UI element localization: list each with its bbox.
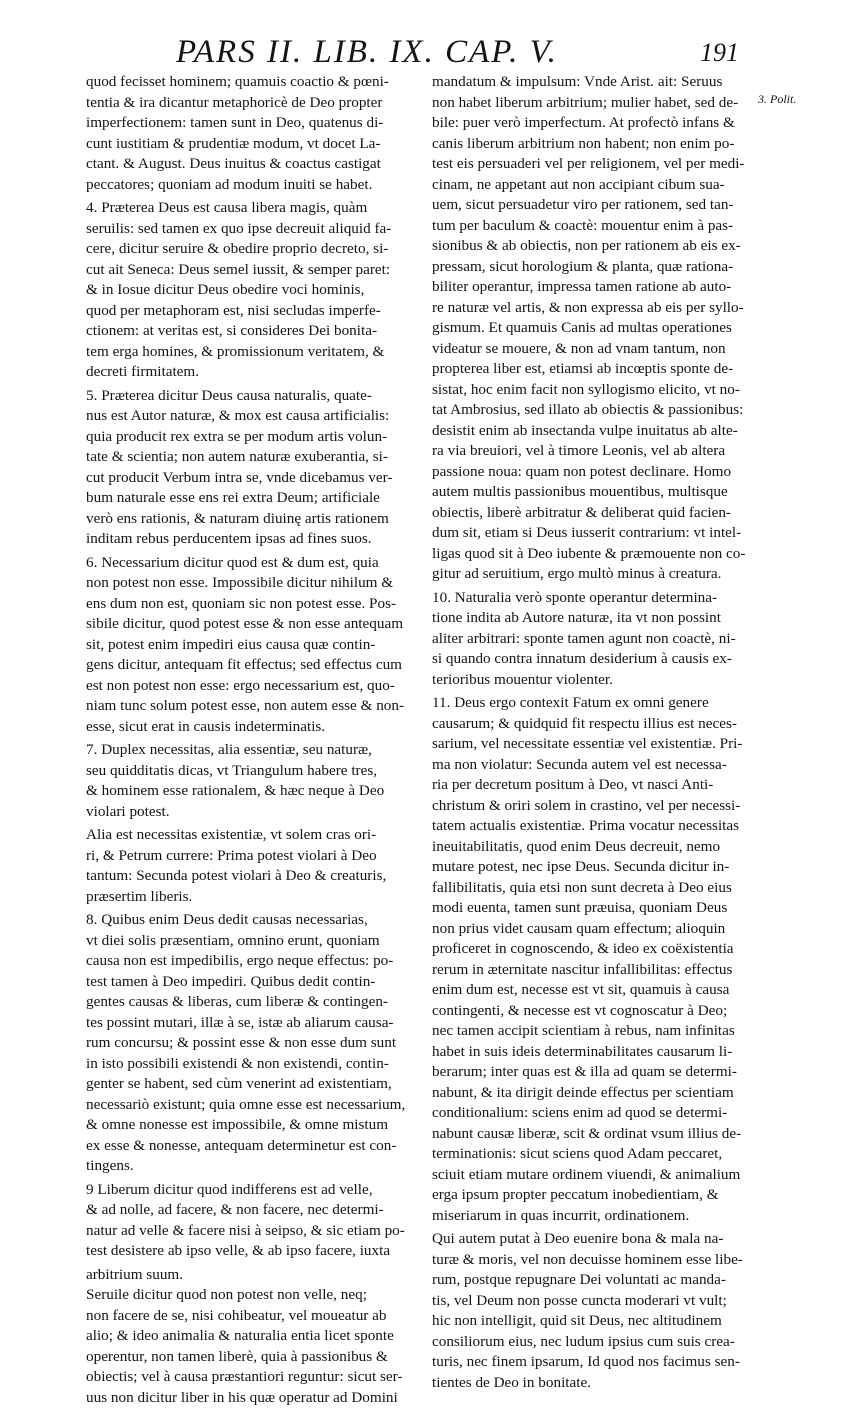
text-line: autem multis passionibus mouentibus, multisque bbox=[432, 482, 754, 503]
text-line: tat Ambrosius, sed illato ab obiectis & passionibus: bbox=[432, 400, 754, 421]
text-line: non facere de se, nisi cohibeatur, vel moueatur ab bbox=[86, 1306, 412, 1327]
text-line: bum naturale esse ens rei extra Deum; artificiale bbox=[86, 488, 412, 509]
text-line: 8. Quibus enim Deus dedit causas necessarias, bbox=[86, 910, 412, 931]
text-line: desistit enim ab insectanda vulpe inuitatus ab alte- bbox=[432, 421, 754, 442]
left-column bbox=[86, 72, 412, 1408]
text-line: tem erga homines, & promissionum veritatem, & bbox=[86, 342, 412, 363]
text-line: nabunt, & ita dirigit deinde effectus per scientiam bbox=[432, 1083, 754, 1104]
text-line: rum concursu; & possint esse & non esse dum sunt bbox=[86, 1033, 412, 1054]
text-line: modi euenta, tamen sunt præuisa, quoniam Deus bbox=[432, 898, 754, 919]
text-line: canis liberum arbitrium non habent; non enim po- bbox=[432, 134, 754, 155]
text-line: nec tamen accipit scientiam à rebus, nam infinitas bbox=[432, 1021, 754, 1042]
text-line: tes possint mutari, illæ à se, istæ ab aliarum causa- bbox=[86, 1013, 412, 1034]
text-line: tis, vel Deum non posse cuncta moderari vt vult; bbox=[432, 1291, 754, 1312]
text-line: quod fecisset hominem; quamuis coactio & pœni- bbox=[86, 72, 412, 93]
text-line: cut ait Seneca: Deus semel iussit, & semper paret: bbox=[86, 260, 412, 281]
text-line: uus non dicitur liber in his quæ operatur ad Domini bbox=[86, 1388, 412, 1408]
text-line: turis, nec finem ipsarum, Id quod nos facimus sen- bbox=[432, 1352, 754, 1373]
text-line: obiectis, liberè arbitratur & deliberat quid facien- bbox=[432, 503, 754, 524]
text-line: 4. Præterea Deus est causa libera magis, quàm bbox=[86, 198, 412, 219]
text-line: natur ad velle & facere nisi à seipso, & sic etiam po- bbox=[86, 1221, 412, 1242]
text-line: nabunt causæ liberæ, scit & ordinat vsum illius de- bbox=[432, 1124, 754, 1145]
text-line: dum sit, etiam si Deus iusserit contrarium: vt intel- bbox=[432, 523, 754, 544]
text-line: Seruile dicitur quod non potest non velle, neq; bbox=[86, 1285, 412, 1306]
text-line: biliter operantur, impressa tamen ratione ab auto- bbox=[432, 277, 754, 298]
text-line: 9 Liberum dicitur quod indifferens est ad velle, bbox=[86, 1180, 412, 1201]
text-line: tum per baculum & coactè: mouentur enim à pas- bbox=[432, 216, 754, 237]
text-line: esse, sicut erat in causis indeterminatis. bbox=[86, 717, 412, 738]
text-line: consiliorum eius, nec ludum ipsius cum suis crea- bbox=[432, 1332, 754, 1353]
text-line: & hominem esse rationalem, & hæc neque à Deo bbox=[86, 781, 412, 802]
text-line: ctant. & August. Deus inuitus & coactus castigat bbox=[86, 154, 412, 175]
text-line: cunt iustitiam & prudentiæ modum, vt docet La- bbox=[86, 134, 412, 155]
text-line: est non potest non esse: ergo necessarium est, quo- bbox=[86, 676, 412, 697]
text-line: imperfectionem: tamen sunt in Deo, quatenus di- bbox=[86, 113, 412, 134]
text-line: tientes de Deo in bonitate. bbox=[432, 1373, 754, 1394]
text-line: tate & scientia; non autem naturæ exuberantia, si- bbox=[86, 447, 412, 468]
text-line: tione indita ab Autore naturæ, ita vt non possint bbox=[432, 608, 754, 629]
text-line: erga ipsum propter peccatum inobedientiam, & bbox=[432, 1185, 754, 1206]
text-line: & in Iosue dicitur Deus obedire voci hominis, bbox=[86, 280, 412, 301]
text-line: obiectis; vel à causa præstantiori reguntur: sicut ser- bbox=[86, 1367, 412, 1388]
text-line: ra via breuiori, vel à timore Leonis, vel ab altera bbox=[432, 441, 754, 462]
text-line: niam tunc solum potest esse, non autem esse & non- bbox=[86, 696, 412, 717]
text-line: fallibilitatis, quia etsi non sunt decreta à Deo eius bbox=[432, 878, 754, 899]
text-line: rerum in æternitate nascitur infallibilitas: effectus bbox=[432, 960, 754, 981]
text-line: peccatores; quoniam ad modum inuiti se habet. bbox=[86, 175, 412, 196]
text-line: mutare potest, nec ipse Deus. Secunda dicitur in- bbox=[432, 857, 754, 878]
text-line: inditam rebus perducentem ipsas ad fines suos. bbox=[86, 529, 412, 550]
text-line: quod per metaphoram est, nisi secludas imperfe- bbox=[86, 301, 412, 322]
text-line: pressam, sicut horologium & planta, quæ rationa- bbox=[432, 257, 754, 278]
text-line: re naturæ vel artis, & non expressa ab eis per syllo- bbox=[432, 298, 754, 319]
text-line: conditionalium: sciens enim ad quod se determi- bbox=[432, 1103, 754, 1124]
text-line: test tamen à Deo impediri. Quibus dedit contin- bbox=[86, 972, 412, 993]
text-line: ctionem: at veritas est, si consideres Dei bonita- bbox=[86, 321, 412, 342]
text-line: 11. Deus ergo contexit Fatum ex omni genere bbox=[432, 693, 754, 714]
text-line: tantum: Secunda potest violari à Deo & creaturis, bbox=[86, 866, 412, 887]
text-line: passione noua: quam non potest declinare. Homo bbox=[432, 462, 754, 483]
text-line: Alia est necessitas existentiæ, vt solem cras ori- bbox=[86, 825, 412, 846]
text-line: si quando contra innatum desiderium à causis ex- bbox=[432, 649, 754, 670]
text-line: in isto possibili existendi & non existendi, contin- bbox=[86, 1054, 412, 1075]
text-line: bile: puer verò imperfectum. At profectò infans & bbox=[432, 113, 754, 134]
text-line: videatur se mouere, & non ad vnam tantum, non bbox=[432, 339, 754, 360]
running-head: PARS II. LIB. IX. CAP. V. bbox=[176, 34, 558, 71]
text-line: 5. Præterea dicitur Deus causa naturalis, quate- bbox=[86, 386, 412, 407]
margin-note: 3. Polit. bbox=[758, 92, 796, 107]
page-header bbox=[0, 34, 849, 74]
text-line: berarum; inter quas est & illa ad quam se determi- bbox=[432, 1062, 754, 1083]
text-line: contingenti, & necesse est vt cognoscatur à Deo; bbox=[432, 1001, 754, 1022]
text-line: alio; & ideo animalia & naturalia entia licet sponte bbox=[86, 1326, 412, 1347]
text-line: ma non violatur: Secunda autem vel est necessa- bbox=[432, 755, 754, 776]
text-line: 6. Necessarium dicitur quod est & dum est, quia bbox=[86, 553, 412, 574]
text-line: ens dum non est, quoniam sic non potest esse. Pos- bbox=[86, 594, 412, 615]
text-line: nus est Autor naturæ, & mox est causa artificialis: bbox=[86, 406, 412, 427]
text-line: gentes causas & liberas, cum liberæ & contingen- bbox=[86, 992, 412, 1013]
text-line: christum & oriri solem in crastino, vel per necessi- bbox=[432, 796, 754, 817]
text-line: miseriarum in quas incurrit, ordinationem. bbox=[432, 1206, 754, 1227]
text-line: sibile dicitur, quod potest esse & non esse antequam bbox=[86, 614, 412, 635]
text-line: 10. Naturalia verò sponte operantur determina- bbox=[432, 588, 754, 609]
text-line: aliter arbitrari: sponte tamen agunt non coactè, ni- bbox=[432, 629, 754, 650]
text-line: sit, potest enim impediri eius causa quæ contin- bbox=[86, 635, 412, 656]
text-line: verò ens rationis, & naturam diuinę artis rationem bbox=[86, 509, 412, 530]
text-line: 7. Duplex necessitas, alia essentiæ, seu naturæ, bbox=[86, 740, 412, 761]
text-line: tingens. bbox=[86, 1156, 412, 1177]
text-line: test desistere ab ipso velle, & ab ipso facere, iuxta bbox=[86, 1241, 412, 1262]
text-line: arbitrium suum. bbox=[86, 1265, 412, 1286]
text-line: sarium, vel necessitate essentiæ vel existentiæ. Pri- bbox=[432, 734, 754, 755]
text-line: non potest non esse. Impossibile dicitur nihilum & bbox=[86, 573, 412, 594]
text-line: test eis persuaderi vel per religionem, vel per medi- bbox=[432, 154, 754, 175]
text-line: cinam, ne appetant aut non accipiant cibum sua- bbox=[432, 175, 754, 196]
text-line: gitur ad seruitium, ergo multò minus à creatura. bbox=[432, 564, 754, 585]
text-line: ligas quod sit à Deo iubente & præmouente non co- bbox=[432, 544, 754, 565]
text-line: necessariò existunt; quia omne esse est necessarium, bbox=[86, 1095, 412, 1116]
text-line: operentur, non tamen liberè, quia à passionibus & bbox=[86, 1347, 412, 1368]
text-line: turæ & moris, vel non decuisse hominem esse libe- bbox=[432, 1250, 754, 1271]
text-line: violari potest. bbox=[86, 802, 412, 823]
text-line: cere, dicitur seruire & obedire proprio decreto, si- bbox=[86, 239, 412, 260]
text-line: seruilis: sed tamen ex quo ipse decreuit aliquid fa- bbox=[86, 219, 412, 240]
page-number: 191 bbox=[700, 38, 739, 68]
text-line: tentia & ira dicantur metaphoricè de Deo propter bbox=[86, 93, 412, 114]
text-line: gens dicitur, antequam fit effectus; sed effectus cum bbox=[86, 655, 412, 676]
text-line: ria per decretum positum à Deo, vt nasci Anti- bbox=[432, 775, 754, 796]
text-line: rum, postque repugnare Dei voluntati ac manda- bbox=[432, 1270, 754, 1291]
text-line: vt diei solis præsentiam, omnino erunt, quoniam bbox=[86, 931, 412, 952]
text-line: enim dum est, necesse est vt sit, quamuis à causa bbox=[432, 980, 754, 1001]
text-line: gismum. Et quamuis Canis ad multas operationes bbox=[432, 318, 754, 339]
text-line: sciuit etiam mutare ordinem viuendi, & animalium bbox=[432, 1165, 754, 1186]
text-line: non prius videt causam quam effectum; alioquin bbox=[432, 919, 754, 940]
text-line: decreti firmitatem. bbox=[86, 362, 412, 383]
text-line: causarum; & quidquid fit respectu illius est neces- bbox=[432, 714, 754, 735]
text-line: genter se habent, sed cùm venerint ad existentiam, bbox=[86, 1074, 412, 1095]
text-line: terioribus mouentur violenter. bbox=[432, 670, 754, 691]
text-line: præsertim liberis. bbox=[86, 887, 412, 908]
text-line: propterea liber est, etiamsi ab incœptis sponte de- bbox=[432, 359, 754, 380]
text-line: & ad nolle, ad facere, & non facere, nec determi- bbox=[86, 1200, 412, 1221]
text-line: ex esse & nonesse, antequam determinetur est con- bbox=[86, 1136, 412, 1157]
text-line: ri, & Petrum currere: Prima potest violari à Deo bbox=[86, 846, 412, 867]
text-line: non habet liberum arbitrium; mulier habet, sed de- bbox=[432, 93, 754, 114]
text-line: seu quidditatis dicas, vt Triangulum habere tres, bbox=[86, 761, 412, 782]
text-line: & omne nonesse est impossibile, & omne mistum bbox=[86, 1115, 412, 1136]
text-line: causa non est impedibilis, ergo neque effectus: po- bbox=[86, 951, 412, 972]
text-line: tatem actualis existentiæ. Prima vocatur necessitas bbox=[432, 816, 754, 837]
text-line: sistat, hoc enim facit non syllogismo elicito, vt no- bbox=[432, 380, 754, 401]
text-line: habet in suis ideis determinabilitates causarum li- bbox=[432, 1042, 754, 1063]
right-column bbox=[432, 72, 754, 1393]
text-line: hic non intelligit, quid sit Deus, nec altitudinem bbox=[432, 1311, 754, 1332]
text-line: sionibus & ab obiectis, non per rationem ab eis ex- bbox=[432, 236, 754, 257]
text-line: Qui autem putat à Deo euenire bona & mala na- bbox=[432, 1229, 754, 1250]
text-line: quia producit rex extra se per modum artis volun- bbox=[86, 427, 412, 448]
text-line: terminationis: sicut sciens quod Adam peccaret, bbox=[432, 1144, 754, 1165]
text-line: proficeret in cognoscendo, & ideo ex coëxistentia bbox=[432, 939, 754, 960]
text-line: ineuitabilitatis, quod enim Deus decreuit, nemo bbox=[432, 837, 754, 858]
text-line: mandatum & impulsum: Vnde Arist. ait: Seruus bbox=[432, 72, 754, 93]
text-line: uem, sicut persuadetur viro per rationem, sed tan- bbox=[432, 195, 754, 216]
text-line: cut producit Verbum intra se, vnde dicebamus ver- bbox=[86, 468, 412, 489]
